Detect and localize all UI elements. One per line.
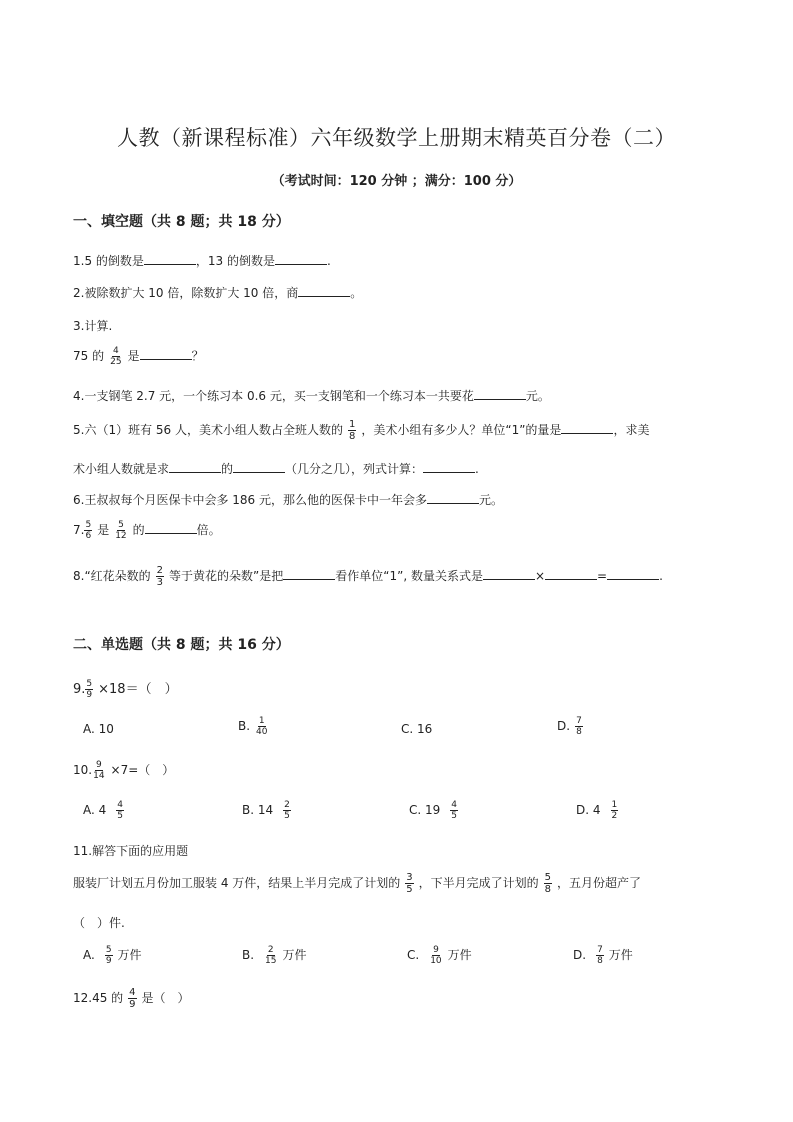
answer-blank[interactable] [545,568,597,580]
question-7: 7. $\frac{5}{6}$ 是 $\frac{5}{12}$ 的 倍。 [73,520,221,541]
question-4: 4.一支钢笔 2.7 元，一个练习本 0.6 元，买一支钢笔和一个练习本一共要花 元。 [73,389,550,403]
fraction: $\frac{4}{5}$ [451,800,458,821]
option-b[interactable]: B. $\frac{2}{15}$ 万件 [242,945,307,966]
question-11: 11.解答下面的应用题 [73,844,189,858]
option-a[interactable]: A. $\frac{5}{9}$ 万件 [83,945,142,966]
option-a[interactable]: A. 4 $\frac{4}{5}$ [83,800,123,821]
fraction: $\frac{3}{5}$ [406,872,413,895]
question-11-text: 服装厂计划五月份加工服装 4 万件，结果上半月完成了计划的 $\frac{3}{5}$ ，下半月完成了计划的 $\frac{5}{8}$ ，五月份超产了 [73,872,642,895]
option-d[interactable]: D. $\frac{7}{8}$ [557,716,582,737]
fraction: $\frac{1}{40}$ [256,716,268,737]
question-3-item: 75 的 $\frac{4}{25}$ 是 ？ [73,346,204,367]
section-fill-in: 一、填空题（共 8 题；共 18 分） [73,214,290,230]
fraction: $\frac{1}{2}$ [611,800,618,821]
option-b[interactable]: B. $\frac{1}{40}$ [238,716,268,737]
answer-blank[interactable] [298,285,350,297]
option-c[interactable]: C. 19 $\frac{4}{5}$ [409,800,458,821]
fraction: $\frac{7}{8}$ [597,945,603,966]
fraction: $\frac{4}{25}$ [110,346,122,367]
answer-blank[interactable] [561,422,613,434]
answer-blank[interactable] [427,492,479,504]
fraction: $\frac{9}{14}$ [93,760,105,781]
fraction: $\frac{2}{5}$ [284,800,290,821]
fraction: $\frac{4}{9}$ [129,987,136,1010]
question-11-continued: （ ）件. [73,916,125,930]
fraction: $\frac{2}{15}$ [265,945,277,966]
answer-blank[interactable] [169,461,221,473]
answer-blank[interactable] [233,461,285,473]
question-5-continued: 术小组人数就是求 的 （几分之几），列式计算： . [73,462,479,476]
question-9: 9. $\frac{5}{9}$ ×18＝（ ） [73,679,178,700]
option-c[interactable]: C. 16 [401,722,433,736]
fraction: $\frac{9}{10}$ [430,945,442,966]
fraction: $\frac{5}{8}$ [544,872,552,895]
option-b[interactable]: B. 14 $\frac{2}{5}$ [242,800,290,821]
fraction: $\frac{5}{12}$ [115,520,127,541]
fraction: $\frac{5}{6}$ [85,520,92,541]
answer-blank[interactable] [283,568,335,580]
fraction: $\frac{2}{3}$ [156,565,164,588]
option-d[interactable]: D. 4 $\frac{1}{2}$ [576,800,618,821]
option-d[interactable]: D. $\frac{7}{8}$ 万件 [573,945,633,966]
fraction: $\frac{1}{8}$ [348,419,356,442]
answer-blank[interactable] [423,461,475,473]
fraction: $\frac{4}{5}$ [117,800,123,821]
answer-blank[interactable] [145,522,197,534]
exam-info: （考试时间：120 分钟 ；满分：100 分） [271,174,522,189]
question-10: 10. $\frac{9}{14}$ ×7=（ ） [73,760,175,781]
answer-blank[interactable] [607,568,659,580]
question-2: 2.被除数扩大 10 倍，除数扩大 10 倍，商 。 [73,286,363,300]
question-6: 6.王叔叔每个月医保卡中会多 186 元，那么他的医保卡中一年会多 元。 [73,493,504,507]
answer-blank[interactable] [474,388,526,400]
answer-blank[interactable] [144,253,196,265]
fraction: $\frac{5}{9}$ [86,679,93,700]
answer-blank[interactable] [275,253,327,265]
question-12: 12.45 的 $\frac{4}{9}$ 是（ ） [73,987,190,1010]
fraction: $\frac{7}{8}$ [576,716,582,737]
question-5: 5.六（1）班有 56 人，美术小组人数占全班人数的 $\frac{1}{8}$ ，美术小组有多少人？单位“1”的量是 ，求美 [73,419,650,442]
fraction: $\frac{5}{9}$ [105,945,112,966]
option-c[interactable]: C. $\frac{9}{10}$ 万件 [407,945,472,966]
question-8: 8.“红花朵数的 $\frac{2}{3}$ 等于黄花的朵数”是把 看作单位“1”, 数量关系式是 × = . [73,565,663,588]
answer-blank[interactable] [483,568,535,580]
answer-blank[interactable] [140,348,192,360]
page-title: 人教（新课程标准）六年级数学上册期末精英百分卷（二） [117,126,676,150]
option-a[interactable]: A. 10 [83,722,114,736]
question-1: 1.5 的倒数是 ，13 的倒数是 . [73,254,331,268]
section-multiple-choice: 二、单选题（共 8 题；共 16 分） [73,637,290,653]
question-3: 3.计算. [73,319,113,333]
